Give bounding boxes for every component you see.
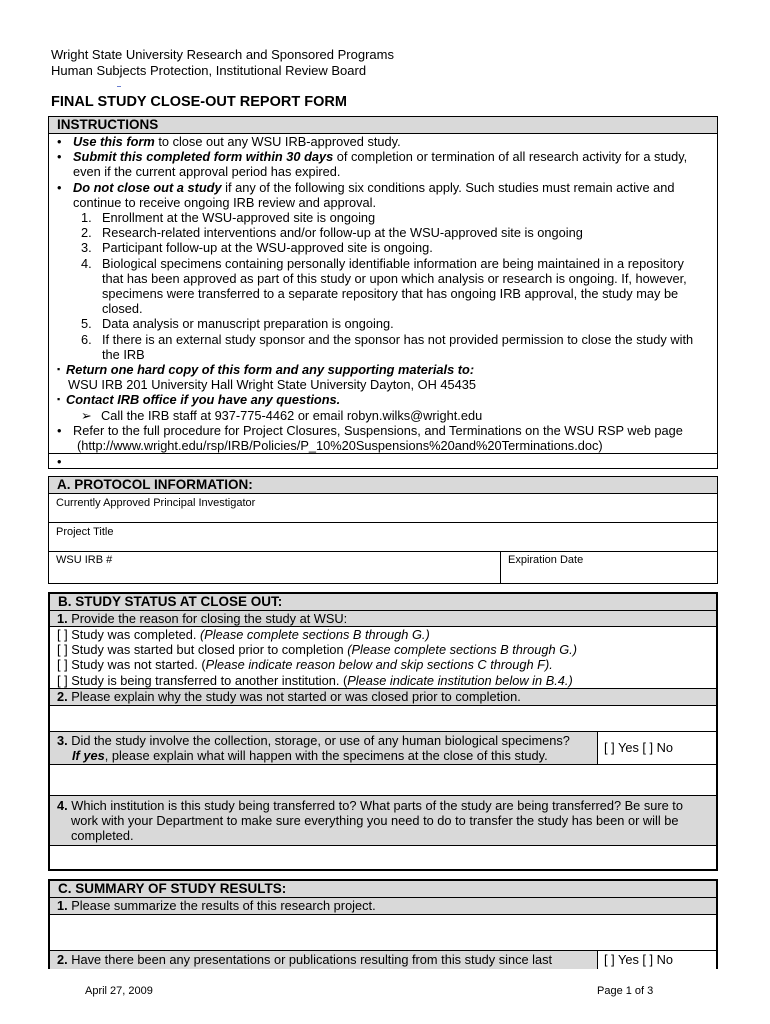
c-q2-yes-no[interactable]: [ ] Yes [ ] No [604, 952, 674, 967]
q3-row [50, 732, 716, 765]
c-q2-row [50, 951, 716, 969]
university-name: Wright State University Research and Sponsored Programs [51, 47, 394, 62]
option-not-started[interactable]: [ ] Study was not started. (Please indicate reason below and skip sections C through F). [57, 657, 553, 673]
option-transferred[interactable]: [ ] Study is being transferred to another institution. (Please indicate institution below in B.4.) [57, 672, 573, 688]
q4-answer[interactable] [50, 846, 716, 870]
c-q2-question: 2. Have there been any presentations or publications resulting from this study since last [50, 951, 598, 969]
condition-4: 4. Biological specimens containing personally identifiable information are being maintained in a repository that has been approved as part of this study or upon which analysis or research is ongoing. If, however, specimens were transferred to a separate repository that has ongoing IRB approval, the study may be closed. [81, 255, 687, 317]
instructions-body [49, 134, 717, 453]
irb-row [49, 552, 717, 583]
board-name: Human Subjects Protection, Institutional Review Board [51, 63, 367, 78]
condition-1: 1. Enrollment at the WSU-approved site is ongoing [81, 210, 376, 226]
irb-number-label: WSU IRB # [56, 554, 113, 566]
q1-row: 1. Provide the reason for closing the study at WSU: [50, 611, 716, 627]
condition-2: 2. Research-related interventions and/or follow-up at the WSU-approved site is ongoing [81, 225, 583, 241]
condition-5: 5. Data analysis or manuscript preparation is ongoing. [81, 316, 394, 332]
q1-options [50, 627, 716, 689]
footer-date: April 27, 2009 [85, 985, 153, 997]
bullet-use-form: • Use this form to close out any WSU IRB-approved study. [57, 134, 401, 149]
bullet-return: ▪ Return one hard copy of this form and any supporting materials to: [57, 362, 475, 378]
bullet-submit: • Submit this completed form within 30 days of completion or termination of all research activity for a study, even if the current approval period has expired. [57, 149, 688, 180]
project-title-field[interactable] [49, 523, 717, 552]
instructions-box [48, 116, 718, 469]
project-title-label: Project Title [56, 526, 114, 538]
call-irb-staff: ➢ Call the IRB staff at 937-775-4462 or email robyn.wilks@wright.edu [81, 407, 483, 423]
condition-3: 3. Participant follow-up at the WSU-approved site is ongoing. [81, 240, 433, 256]
empty-bullet-row: • [49, 453, 717, 470]
q2-row: 2. Please explain why the study was not started or was closed prior to completion. [50, 689, 716, 706]
section-a-box [48, 476, 718, 584]
option-completed[interactable]: [ ] Study was completed. (Please complete sections B through G.) [57, 627, 430, 642]
footer-page-number: Page 1 of 3 [597, 985, 654, 997]
q4-row: 4. Which institution is this study being transferred to? What parts of the study are being transferred? Be sure to work with your Department to make sure everything you need to do to transfer the study has been or will be completed. [50, 796, 716, 846]
c-q1-row: 1. Please summarize the results of this research project. [50, 898, 716, 915]
q3-answer[interactable] [50, 765, 716, 796]
small-mark [117, 86, 121, 87]
irb-address: WSU IRB 201 University Hall Wright State University Dayton, OH 45435 [68, 377, 476, 393]
section-a-heading: A. PROTOCOL INFORMATION: [49, 477, 717, 494]
pi-label: Currently Approved Principal Investigator [56, 497, 256, 509]
section-b-heading: B. STUDY STATUS AT CLOSE OUT: [50, 594, 716, 611]
q2-answer[interactable] [50, 706, 716, 732]
expiration-date-label: Expiration Date [508, 554, 584, 566]
q3-question: 3. Did the study involve the collection, storage, or use of any human biological specimens? If yes, please explain what will happen with the specimens at the close of this study. [50, 732, 598, 764]
bullet-do-not-close: • Do not close out a study if any of the following six conditions apply. Such studies must remain active and continue to receive ongoing IRB review and approval. [57, 179, 675, 210]
section-b-box [48, 592, 718, 871]
pi-field[interactable] [49, 494, 717, 523]
irb-number-field[interactable] [49, 552, 501, 583]
q3-yes-no[interactable]: [ ] Yes [ ] No [604, 740, 674, 755]
instructions-heading: INSTRUCTIONS [49, 117, 717, 134]
expiration-date-field[interactable] [501, 552, 717, 583]
condition-6: 6. If there is an external study sponsor and the sponsor has not provided permission to close the study with the IRB [81, 331, 694, 362]
section-c-box [48, 879, 718, 969]
section-c-heading: C. SUMMARY OF STUDY RESULTS: [50, 881, 716, 898]
c-q1-answer[interactable] [50, 915, 716, 951]
option-closed-prior[interactable]: [ ] Study was started but closed prior to completion (Please complete sections B through G.) [57, 642, 577, 658]
bullet-contact: ▪ Contact IRB office if you have any questions. [57, 392, 341, 408]
form-title: FINAL STUDY CLOSE-OUT REPORT FORM [51, 94, 347, 110]
bullet-refer: • Refer to the full procedure for Project Closures, Suspensions, and Terminations on the WSU RSP web page (http://www.wright.edu/rsp/IRB/Policies/P_10%20Suspensions%20and%20Terminations.doc) [57, 422, 683, 454]
